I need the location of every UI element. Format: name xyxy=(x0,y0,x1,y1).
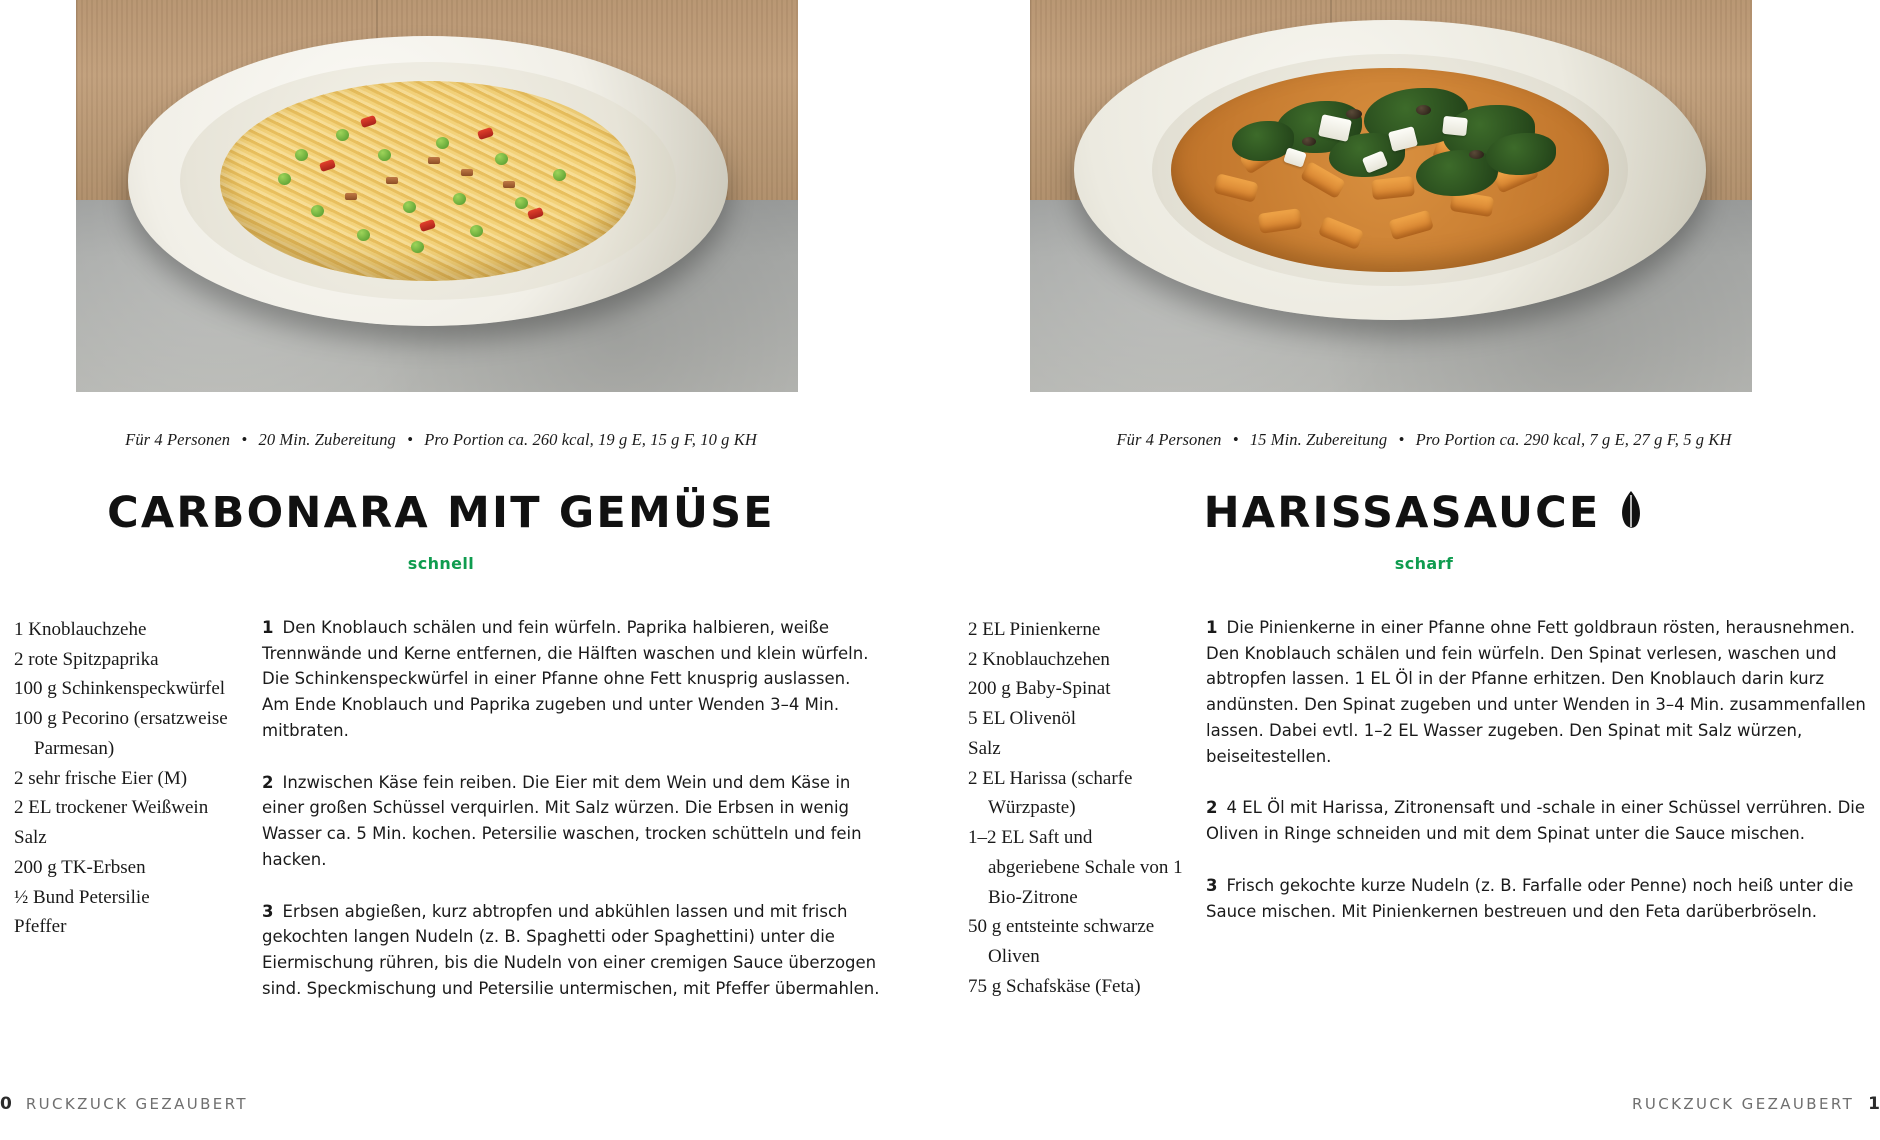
meta-servings: Für 4 Personen xyxy=(125,430,231,449)
meta-time: 15 Min. Zubereitung xyxy=(1249,430,1388,449)
page-title: CARBONARA MIT GEMÜSE xyxy=(107,488,775,538)
step xyxy=(1206,615,1880,769)
bowl-interior xyxy=(1152,54,1628,286)
list-item: 50 g entsteinte schwarze Oliven xyxy=(968,916,1155,968)
ingredients-list xyxy=(14,615,240,1002)
list-item: 200 g TK-Erbsen xyxy=(14,856,146,878)
step-number: 1 xyxy=(1206,618,1218,637)
page-number: 0 xyxy=(0,1094,12,1114)
list-item: 100 g Pecorino (ersatzweise Parmesan) xyxy=(14,708,228,759)
meta-separator-2: • xyxy=(1398,430,1405,449)
step-text: Erbsen abgießen, kurz abtropfen und abkühlen lassen und mit frisch gekochten langen Nudeln (z. B. Spaghetti oder Spaghettini) unter die Eiermischung rühren, bis die Nudeln von einer cremigen Sauce überzogen sind. Speckmischung und Petersilie untermischen, mit Pfeffer übermahlen. xyxy=(262,901,880,998)
pasta-bowl xyxy=(1074,20,1706,320)
page-title: HARISSASAUCE xyxy=(1203,488,1601,538)
footer-left xyxy=(0,1094,248,1114)
list-item: 1 Knoblauchzehe xyxy=(14,619,147,640)
step xyxy=(262,899,882,1002)
list-item: Pfeffer xyxy=(14,916,67,938)
step-number: 2 xyxy=(262,772,274,792)
recipe-meta-line xyxy=(968,430,1880,450)
meta-time: 20 Min. Zubereitung xyxy=(258,430,396,449)
right-page xyxy=(940,0,1880,1140)
list-item: 5 EL Olivenöl xyxy=(968,708,1076,730)
step-text: Die Pinienkerne in einer Pfanne ohne Fett goldbraun rösten, herausnehmen. Den Knoblauch schälen und fein würfeln. Den Spinat verlesen, waschen und abtropfen lassen. 1 EL Öl in der Pfanne erhitzen. Den Knoblauch darin kurz andünsten. Den Spinat zugeben und unter Wenden in 3–4 Min. zusammenfallen lassen. Dabei evtl. 1–2 EL Wasser zugeben. Den Spinat mit Salz würzen, beiseitestellen. xyxy=(1206,618,1866,766)
list-item: 2 Knoblauchzehen xyxy=(968,648,1110,670)
list-item: 2 EL Pinienkerne xyxy=(968,619,1101,640)
list-item: ½ Bund Petersilie xyxy=(14,886,150,908)
bowl-interior xyxy=(180,62,676,300)
preparation-steps xyxy=(1184,615,1880,1002)
step xyxy=(262,770,882,873)
list-item: Salz xyxy=(968,737,1001,759)
list-item: 100 g Schinkenspeckwürfel xyxy=(14,678,226,700)
pasta-bowl xyxy=(128,36,728,326)
recipe-photo-harissa xyxy=(1030,0,1752,392)
list-item: 1–2 EL Saft und abgeriebene Schale von 1 Bio-Zitrone xyxy=(968,827,1183,908)
meta-separator-1: • xyxy=(1232,430,1239,449)
page-number: 1 xyxy=(1868,1094,1880,1114)
list-item: 75 g Schafskäse (Feta) xyxy=(968,975,1141,997)
list-item: 2 EL Harissa (scharfe Würzpaste) xyxy=(968,767,1133,819)
step-text: Frisch gekochte kurze Nudeln (z. B. Farfalle oder Penne) noch heiß unter die Sauce mischen. Mit Pinienkernen bestreuen und den Feta darüberbröseln. xyxy=(1206,875,1854,921)
recipe-body xyxy=(968,615,1880,1002)
step-text: 4 EL Öl mit Harissa, Zitronensaft und -schale in einer Schüssel verrühren. Die Oliven in Ringe schneiden und mit dem Spinat unter die Sauce mischen. xyxy=(1206,798,1866,844)
footer-right xyxy=(1632,1094,1880,1114)
meta-nutrition: Pro Portion ca. 260 kcal, 19 g E, 15 g F, 10 g KH xyxy=(424,430,757,449)
recipe-body xyxy=(0,615,882,1002)
penne-spinach-mound xyxy=(1171,68,1609,272)
step xyxy=(1206,795,1880,846)
step xyxy=(1206,873,1880,924)
title-row xyxy=(0,488,882,538)
list-item: 2 EL trockener Weißwein xyxy=(14,797,209,819)
spaghetti-mound xyxy=(220,81,637,281)
photo-canvas xyxy=(1030,0,1752,392)
list-item: 2 sehr frische Eier (M) xyxy=(14,767,188,789)
meta-servings: Für 4 Personen xyxy=(1116,430,1222,449)
photo-canvas xyxy=(76,0,798,392)
recipe-meta-line xyxy=(0,430,882,450)
ingredients-list xyxy=(968,615,1184,1002)
preparation-steps xyxy=(240,615,882,1002)
recipe-tag: scharf xyxy=(1394,554,1454,573)
step-number: 1 xyxy=(262,618,274,637)
title-row xyxy=(968,488,1880,538)
meta-separator-2: • xyxy=(407,430,414,449)
chapter-label: RUCKZUCK GEZAUBERT xyxy=(25,1095,248,1113)
chapter-label: RUCKZUCK GEZAUBERT xyxy=(1632,1095,1855,1113)
meta-separator-1: • xyxy=(241,430,248,449)
list-item: Salz xyxy=(14,827,47,849)
step-text: Den Knoblauch schälen und fein würfeln. Paprika halbieren, weiße Trennwände und Kerne entfernen, die Hälften waschen und klein würfeln. Die Schinkenspeckwürfel in einer Pfanne ohne Fett knusprig auslassen. Am Ende Knoblauch und Paprika zugeben und unter Wenden 3–4 Min. mitbraten. xyxy=(262,618,869,740)
recipe-photo-carbonara xyxy=(76,0,798,392)
recipe-tag: schnell xyxy=(407,554,475,573)
step-number: 3 xyxy=(1206,875,1218,895)
chili-leaf-icon xyxy=(1618,489,1644,538)
list-item: 200 g Baby-Spinat xyxy=(968,678,1111,700)
step xyxy=(262,615,882,744)
meta-nutrition: Pro Portion ca. 290 kcal, 7 g E, 27 g F, 5 g KH xyxy=(1415,430,1732,449)
list-item: 2 rote Spitzpaprika xyxy=(14,648,159,670)
step-text: Inzwischen Käse fein reiben. Die Eier mit dem Wein und dem Käse in einer großen Schüssel verquirlen. Mit Salz würzen. Die Erbsen in wenig Wasser ca. 5 Min. kochen. Petersilie waschen, trocken schütteln und fein hacken. xyxy=(262,772,862,869)
step-number: 2 xyxy=(1206,798,1218,818)
step-number: 3 xyxy=(262,901,274,921)
